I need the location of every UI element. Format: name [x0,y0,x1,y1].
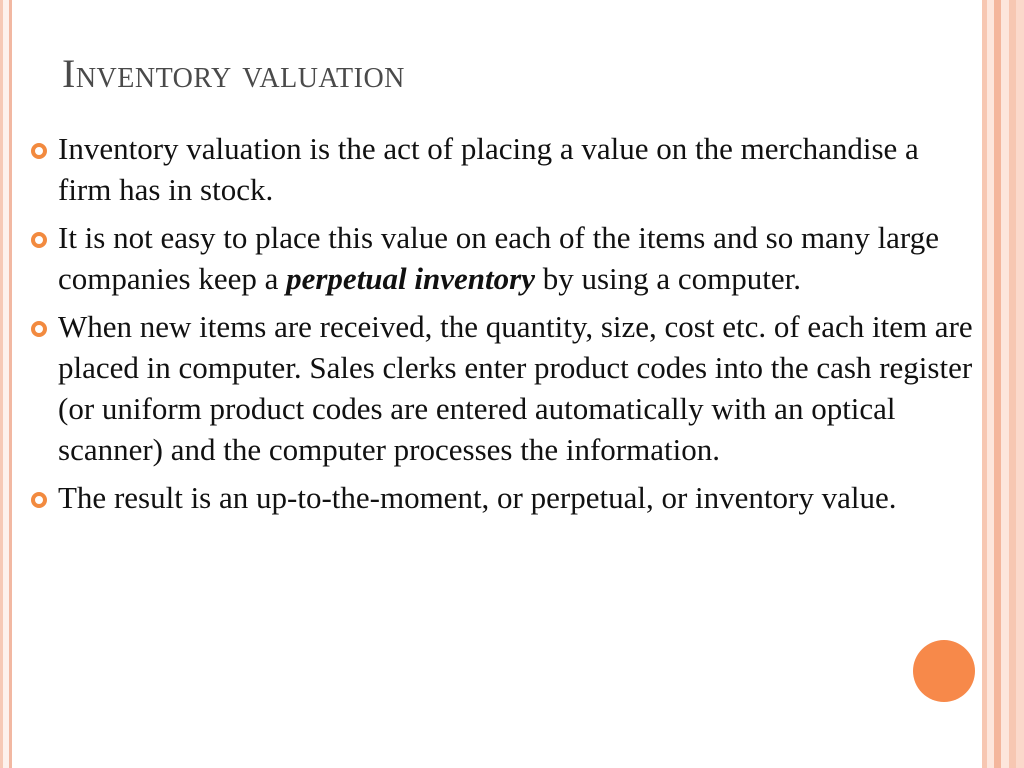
bullet-item [24,477,974,518]
orange-ring-icon [31,492,47,508]
bullet-list [24,128,974,525]
bullet-emphasis: perpetual inventory [286,261,535,296]
right-decorative-stripes [979,0,1024,768]
slide-title: Inventory valuation [62,51,405,96]
bullet-item [24,128,974,210]
bullet-text-after: by using a computer. [534,261,802,296]
left-decorative-border [0,0,12,768]
bullet-item [24,217,974,299]
orange-ring-icon [31,232,47,248]
orange-circle-icon [913,640,975,702]
bullet-text: When new items are received, the quantity, size, cost etc. of each item are placed in computer. Sales clerks enter product codes into the cash register (or uniform product codes are entered automatically with an optical scanner) and the computer processes the information. [58,309,973,467]
bullet-text: The result is an up-to-the-moment, or perpetual, or inventory value. [58,480,897,515]
bullet-item [24,306,974,470]
orange-ring-icon [31,143,47,159]
orange-ring-icon [31,321,47,337]
bullet-text: Inventory valuation is the act of placing a value on the merchandise a firm has in stock. [58,131,919,207]
bullet-text-before: It is not easy to place this value on each of the items and so many large companies keep a [58,220,939,296]
